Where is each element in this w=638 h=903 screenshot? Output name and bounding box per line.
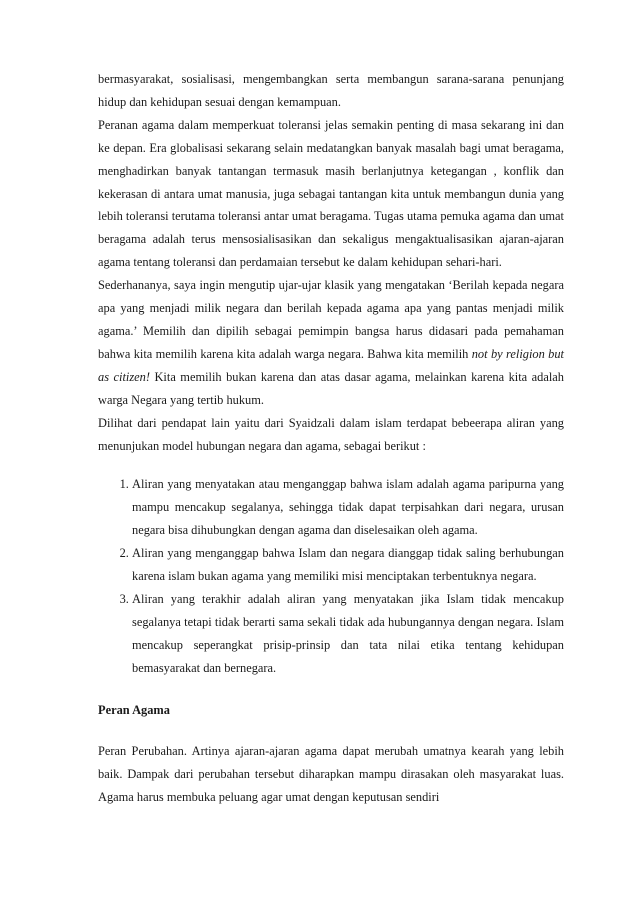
- paragraph-intro: bermasyarakat, sosialisasi, mengembangkan serta membangun sarana-sarana penunjang hidup dan kehidupan sesuai dengan kemampuan.: [98, 72, 564, 109]
- list-item: 1. Aliran yang menyatakan atau menganggap bahwa islam adalah agama paripurna yang mampu mencakup segalanya, sehingga tidak dapat terpisahkan dari negara, urusan negara bisa dihubungkan dengan agama dan diselesaikan oleh agama.: [132, 473, 564, 542]
- quote-text-before: Sederhananya, saya ingin mengutip ujar-ujar klasik yang mengatakan ‘Berilah kepada negara apa yang menjadi milik negara dan berilah kepada agama apa yang pantas menjadi milik agama.’ Memilih dan dipilih sebagai pemimpin bangsa harus didasari pada pemahaman bahwa kita memilih karena kita adalah warga negara. Bahwa kita memilih: [98, 278, 564, 361]
- list-item: 3. Aliran yang terakhir adalah aliran yang menyatakan jika Islam tidak mencakup segalanya tetapi tidak berarti sama sekali tidak ada hubungannya dengan negara. Islam mencakup seperangkat prisip-prinsip dan tata nilai etika tentang kehidupan bemasyarakat dan bernegara.: [132, 588, 564, 680]
- quote-italic: not by religion but as citizen!: [98, 346, 564, 384]
- quote-text-after: Kita memilih bukan karena dan atas dasar agama, melainkan karena kita adalah warga Negara yang tertib hukum.: [98, 369, 565, 407]
- paragraph-peran-perubahan: Peran Perubahan. Artinya ajaran-ajaran agama dapat merubah umatnya kearah yang lebih baik. Dampak dari perubahan tersebut diharapkan mampu dirasakan oleh masyarakat luas. Agama harus membuka peluang agar umat dengan keputusan sendiri: [98, 744, 564, 805]
- paragraph-syaidzali: Dilihat dari pendapat lain yaitu dari Syaidzali dalam islam terdapat bebeerapa aliran yang menunjukan model hubungan negara dan agama, sebagai berikut :: [98, 415, 564, 453]
- paragraph-quote: [98, 274, 564, 411]
- document-page: [98, 68, 564, 809]
- paragraph-tolerance: Peranan agama dalam memperkuat toleransi jelas semakin penting di masa sekarang ini dan ke depan. Era globalisasi sekarang selain medatangkan banyak masalah bagi umat beragama, menghadirkan banyak tantangan termasuk masih berlanjutnya ketegangan , konflik dan kekerasan di antara umat manusia, juga sebagai tantangan kita untuk membangun dunia yang lebih toleransi terutama toleransi antar umat beragama. Tugas utama pemuka agama dan umat beragama adalah terus mensosialisasikan dan sekaligus mengaktualisasikan ajaran-ajaran agama tentang toleransi dan perdamaian tersebut ke dalam kehidupan sehari-hari.: [98, 117, 564, 270]
- aliran-list: [98, 473, 564, 679]
- section-heading: Peran Agama: [98, 702, 170, 717]
- list-item: 2. Aliran yang menganggap bahwa Islam dan negara dianggap tidak saling berhubungan karena islam bukan agama yang memiliki misi menciptakan terbentuknya negara.: [132, 542, 564, 588]
